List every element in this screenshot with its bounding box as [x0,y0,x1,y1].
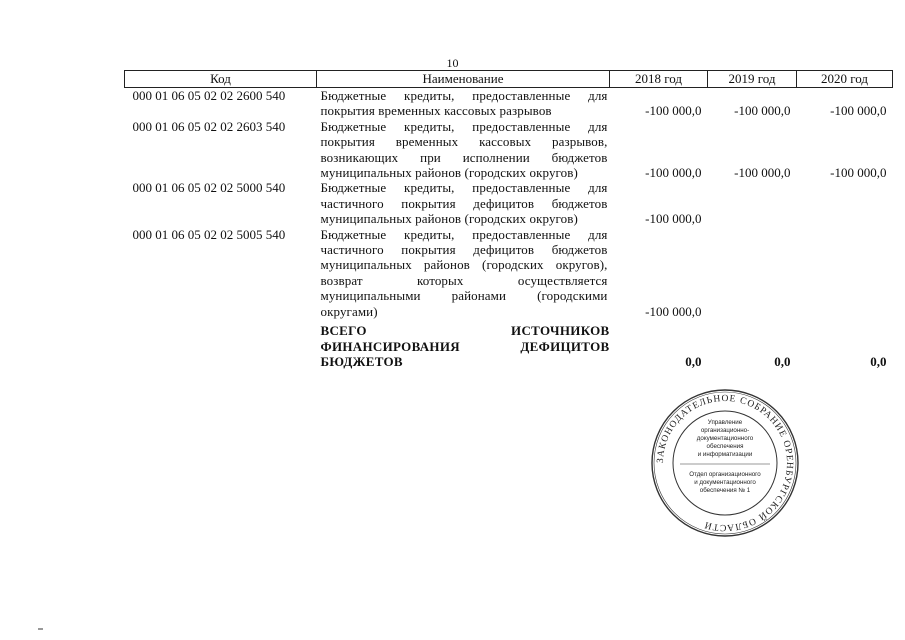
row-value-2020 [797,227,893,319]
svg-text:Управление: Управление [707,419,743,426]
svg-text:организационно-: организационно- [700,427,750,434]
header-code: Код [125,71,317,88]
total-value-2018: 0,0 [685,353,702,369]
table-row [125,180,893,226]
svg-text:документационного: документационного [696,435,754,442]
table-row [125,227,893,319]
row-value-2019: -100 000,0 [734,103,791,119]
row-value-2018: -100 000,0 [645,165,702,181]
total-code-empty [125,319,317,369]
row-name: Бюджетные кредиты, предоставленные для покрытия временных кассовых разрывов, возникающих при исполнении бюджетов муниципальных районов (городских округов) [320,118,608,181]
row-value-2020 [797,180,893,226]
row-value-2018: -100 000,0 [645,303,702,319]
header-2018: 2018 год [610,71,708,88]
row-value-2018: -100 000,0 [645,103,702,119]
header-2020: 2020 год [797,71,893,88]
row-code: 000 01 06 05 02 02 5005 540 [132,226,286,242]
total-value-2019: 0,0 [774,353,791,369]
svg-text:и информатизации: и информатизации [697,451,753,458]
svg-text:обеспечения № 1: обеспечения № 1 [699,487,751,494]
svg-text:Отдел организационного: Отдел организационного [689,471,761,478]
total-row [125,319,893,369]
row-name: Бюджетные кредиты, предоставленные для частичного покрытия дефицитов бюджетов муниципальных районов (городских округов) [320,180,608,227]
row-value-2018: -100 000,0 [645,211,702,227]
total-value-2020: 0,0 [870,353,887,369]
row-code: 000 01 06 05 02 02 2603 540 [132,118,286,134]
total-label: ВСЕГО ИСТОЧНИКОВ ФИНАНСИРОВАНИЯ ДЕФИЦИТОВ БЮДЖЕТОВ [320,323,610,369]
row-value-2019 [708,180,797,226]
row-value-2019 [708,227,797,319]
header-2019: 2019 год [708,71,797,88]
row-code: 000 01 06 05 02 02 5000 540 [132,180,286,196]
row-value-2020: -100 000,0 [830,165,887,181]
table-row [125,119,893,181]
row-name: Бюджетные кредиты, предоставленные для покрытия временных кассовых разрывов [320,88,608,119]
budget-sources-table [124,70,893,369]
row-value-2020: -100 000,0 [830,103,887,119]
row-value-2019: -100 000,0 [734,165,791,181]
table-row [125,88,893,119]
row-name: Бюджетные кредиты, предоставленные для частичного покрытия дефицитов бюджетов муниципальных районов (городских округов), возврат которых осуществляется муниципальными районами (городскими округами) [320,226,608,319]
scan-mark [38,628,43,630]
table-header-row [125,71,893,88]
header-name: Наименование [317,71,610,88]
svg-text:ЗАКОНОДАТЕЛЬНОЕ СОБРАНИЕ ОРЕНБ: ЗАКОНОДАТЕЛЬНОЕ СОБРАНИЕ ОРЕНБУРГСКОЙ ОБЛАСТИ [655,393,795,533]
svg-text:и документационного: и документационного [694,479,756,486]
row-code: 000 01 06 05 02 02 2600 540 [132,88,286,103]
svg-text:обеспечения: обеспечения [706,443,744,450]
page-number: 10 [446,56,459,70]
official-stamp-seal [650,388,800,538]
